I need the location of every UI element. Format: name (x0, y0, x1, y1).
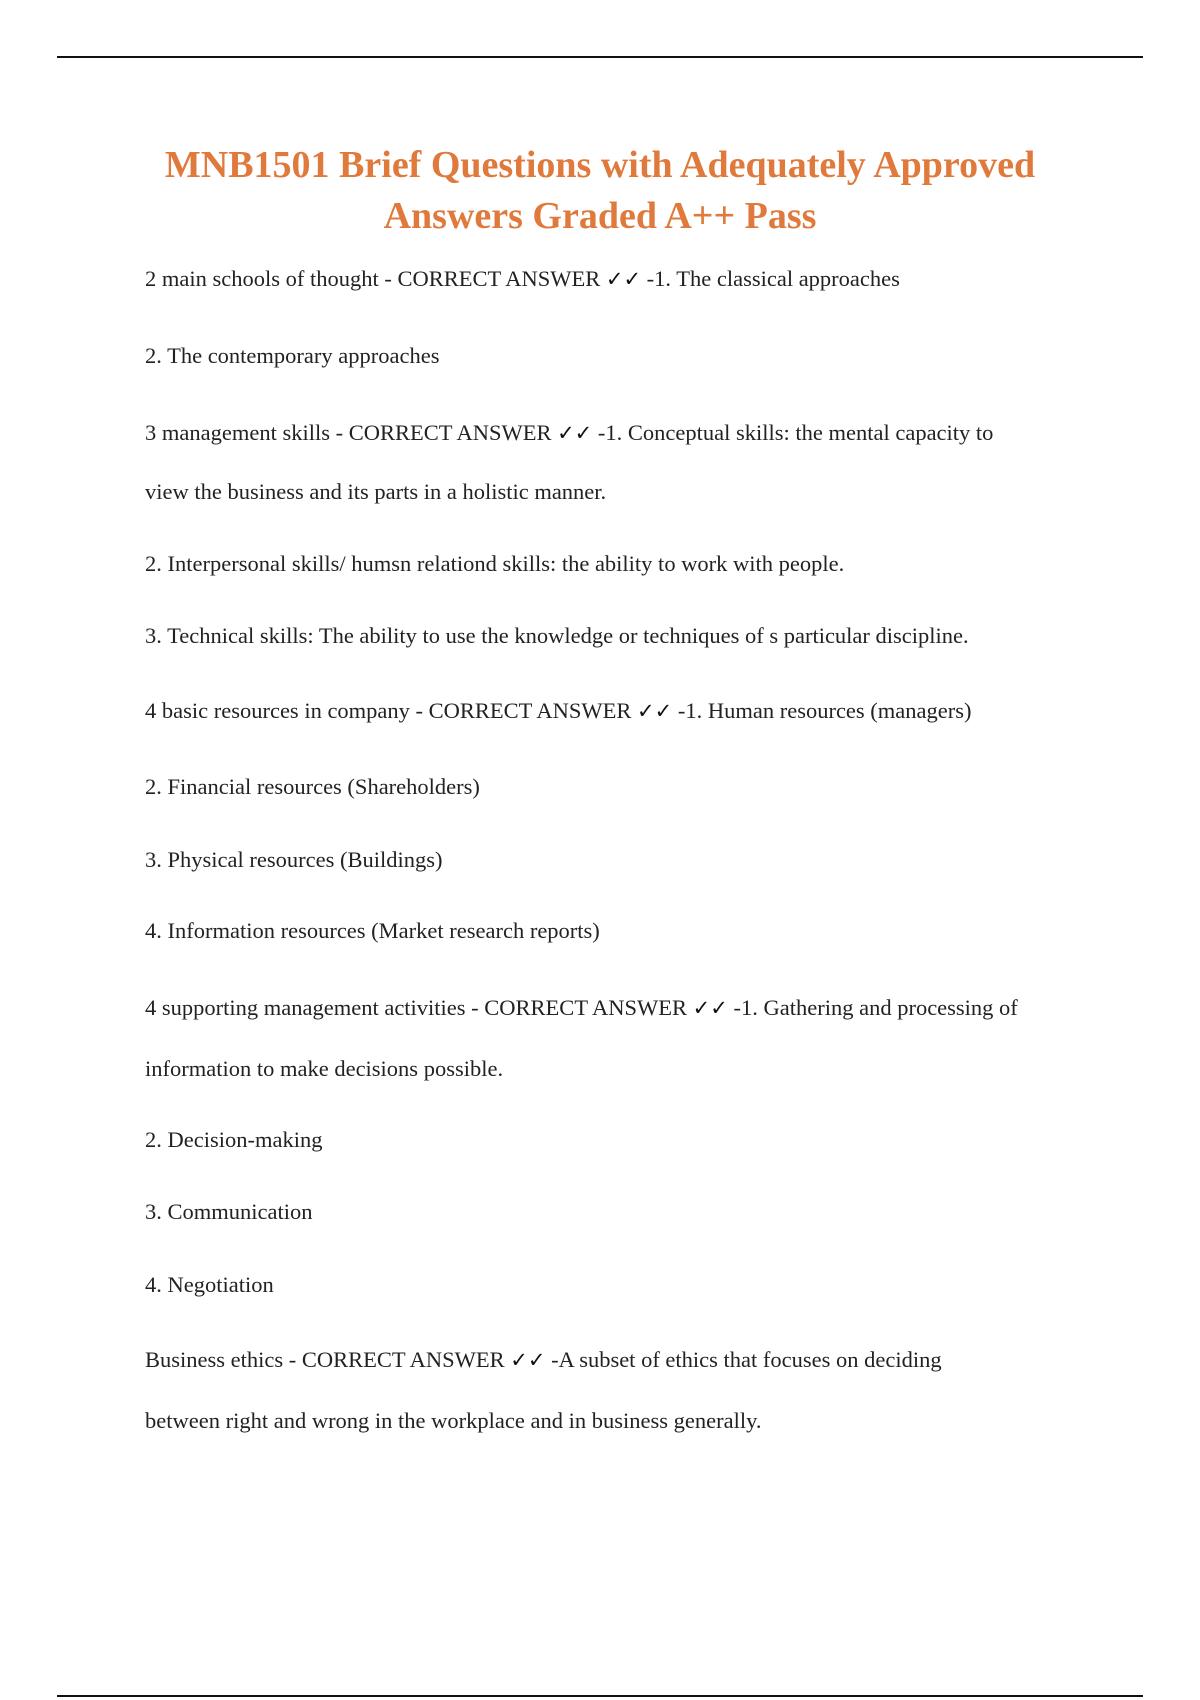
qa-question-schools-of-thought (145, 265, 900, 293)
question-text: 2 main schools of thought - CORRECT ANSWER (145, 266, 606, 291)
qa-question-management-skills (145, 419, 993, 447)
double-check-icon: ✓✓ (557, 421, 593, 445)
question-text: Business ethics - CORRECT ANSWER (145, 1347, 511, 1372)
qa-question-supporting-activities (145, 994, 1018, 1022)
answer-text: -A subset of ethics that focuses on deciding (545, 1347, 942, 1372)
double-check-icon: ✓✓ (637, 699, 673, 723)
bottom-rule (57, 1695, 1143, 1697)
answer-text: -1. Gathering and processing of (727, 995, 1018, 1020)
answer-line: 2. Interpersonal skills/ humsn relationd skills: the ability to work with people. (145, 551, 845, 576)
answer-text: -1. Conceptual skills: the mental capacity to (592, 420, 994, 445)
answer-line: 3. Communication (145, 1199, 313, 1224)
question-text: 4 supporting management activities - CORRECT ANSWER (145, 995, 693, 1020)
answer-line: information to make decisions possible. (145, 1056, 504, 1081)
title-line-1: MNB1501 Brief Questions with Adequately Approved (164, 144, 1036, 186)
answer-line: between right and wrong in the workplace and in business generally. (145, 1408, 762, 1433)
answer-line: 2. Decision-making (145, 1127, 323, 1152)
document-title (100, 140, 1100, 242)
answer-line: view the business and its parts in a holistic manner. (145, 479, 607, 504)
qa-question-business-ethics (145, 1346, 942, 1374)
question-text: 4 basic resources in company - CORRECT ANSWER (145, 698, 638, 723)
answer-line: 3. Technical skills: The ability to use the knowledge or techniques of s particular discipline. (145, 623, 969, 648)
double-check-icon: ✓✓ (605, 267, 642, 291)
qa-question-basic-resources (145, 697, 972, 725)
title-line-2: Answers Graded A++ Pass (383, 195, 817, 237)
answer-line: 3. Physical resources (Buildings) (145, 847, 443, 872)
question-text: 3 management skills - CORRECT ANSWER (145, 420, 558, 445)
answer-line: 4. Information resources (Market research reports) (145, 918, 600, 943)
answer-line: 2. Financial resources (Shareholders) (145, 774, 480, 799)
double-check-icon: ✓✓ (692, 996, 728, 1020)
answer-line: 4. Negotiation (145, 1272, 274, 1297)
answer-text: -1. Human resources (managers) (672, 698, 972, 723)
double-check-icon: ✓✓ (510, 1348, 546, 1372)
answer-line: 2. The contemporary approaches (145, 343, 440, 368)
answer-text: -1. The classical approaches (641, 266, 900, 291)
top-rule (57, 56, 1143, 58)
